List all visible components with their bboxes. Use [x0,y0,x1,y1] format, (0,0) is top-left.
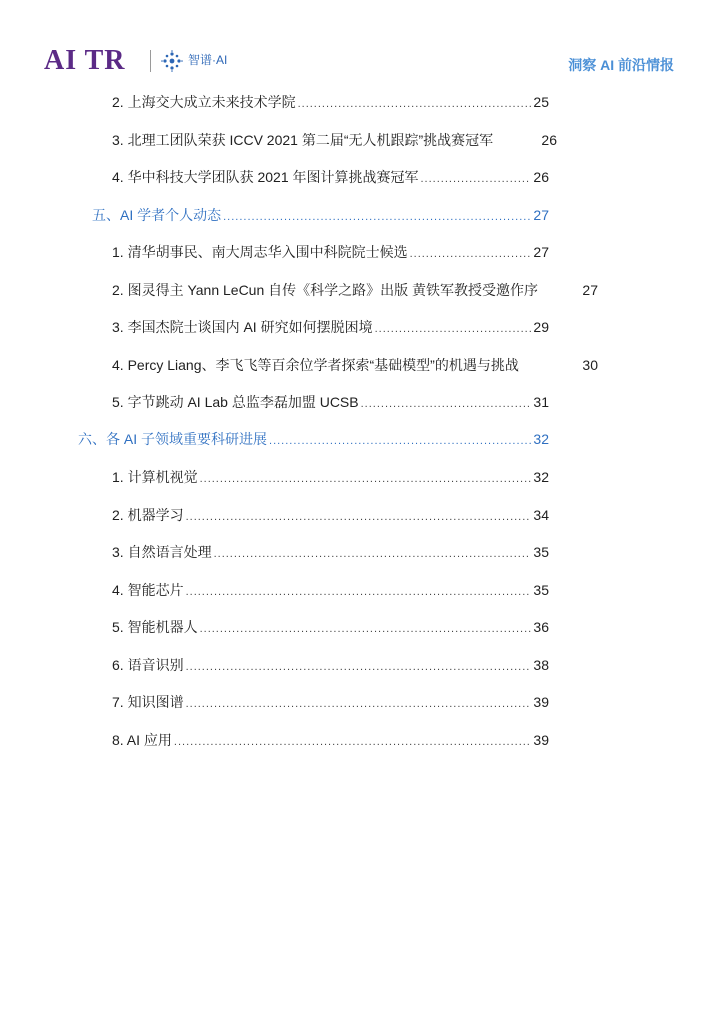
toc-item-label: 5. 智能机器人 [112,619,198,635]
toc-dot-leader [200,469,532,489]
toc-item-page: 25 [533,94,549,110]
toc-item-page: 35 [533,544,549,560]
toc-item-page: 27 [582,282,598,298]
aitr-logo: AI TR [44,45,126,76]
toc-item-label: 5. 字节跳动 AI Lab 总监李磊加盟 UCSB [112,394,359,410]
toc-item[interactable] [112,692,549,714]
toc-item-label: 1. 计算机视觉 [112,469,198,485]
toc-section-label: 六、各 AI 子领域重要科研进展 [78,431,268,447]
toc-item-label: 4. 华中科技大学团队获 2021 年图计算挑战赛冠军 [112,169,419,185]
toc-item[interactable] [112,317,549,339]
toc-item-page: 30 [582,357,598,373]
toc-item[interactable] [112,467,549,489]
toc-section-heading[interactable] [78,429,549,451]
toc-item-page: 31 [533,394,549,410]
toc-item-label: 3. 北理工团队荣获 ICCV 2021 第二届“无人机跟踪”挑战赛冠军 [112,132,494,148]
toc-dot-leader [200,619,532,639]
toc-dot-leader [410,244,532,264]
toc-dot-leader [186,507,532,527]
zhipu-logo-text: 智谱·AI [188,53,228,67]
toc-section-page: 27 [533,207,549,223]
toc-item[interactable] [112,655,549,677]
toc-item-page: 27 [533,244,549,260]
header-tagline: 洞察 AI 前沿情报 [568,57,674,73]
toc-item-label: 4. Percy Liang、李飞飞等百余位学者探索“基础模型”的机遇与挑战 [112,357,519,373]
toc-item-page: 34 [533,507,549,523]
toc-item-label: 8. AI 应用 [112,732,172,748]
toc-item-page: 26 [541,132,557,148]
toc-item-page: 38 [533,657,549,673]
toc-dot-leader [214,544,532,564]
toc-item-label: 2. 图灵得主 Yann LeCun 自传《科学之路》出版 黄铁军教授受邀作序 [112,282,539,298]
toc-item[interactable] [112,580,549,602]
toc-item-label: 2. 上海交大成立未来技术学院 [112,94,296,110]
toc-dot-leader [186,582,532,602]
toc-dot-leader [186,657,532,677]
toc-dot-leader [375,319,532,339]
toc-dot-leader [298,94,532,114]
toc-dot-leader [269,431,531,451]
toc-item[interactable] [112,392,549,414]
toc-item-label: 2. 机器学习 [112,507,184,523]
toc-dot-leader [186,694,532,714]
toc-dot-leader [223,207,531,227]
toc-item[interactable] [112,167,549,189]
toc-item-label: 4. 智能芯片 [112,582,184,598]
logo-divider [150,50,151,72]
toc-dot-leader [421,169,532,189]
toc-dot-leader [361,394,532,414]
toc-section-heading[interactable] [92,205,549,227]
page-header [0,0,724,84]
toc-item[interactable] [112,730,549,752]
toc-item[interactable] [112,280,598,300]
toc-item-page: 32 [533,469,549,485]
zhipu-dots-icon [161,50,183,72]
toc-item-page: 39 [533,732,549,748]
toc-item-page: 36 [533,619,549,635]
toc-item-page: 26 [533,169,549,185]
toc-item-label: 3. 李国杰院士谈国内 AI 研究如何摆脱困境 [112,319,373,335]
toc-item[interactable] [112,505,549,527]
toc-item-label: 7. 知识图谱 [112,694,184,710]
toc-item-page: 35 [533,582,549,598]
toc-section-page: 32 [533,431,549,447]
toc-item[interactable] [112,355,598,375]
toc-item-label: 1. 清华胡事民、南大周志华入围中科院院士候选 [112,244,408,260]
toc-item[interactable] [112,617,549,639]
toc-item[interactable] [112,242,549,264]
toc-item-page: 29 [533,319,549,335]
toc-dot-leader [174,732,532,752]
toc-item-label: 6. 语音识别 [112,657,184,673]
toc-section-label: 五、AI 学者个人动态 [92,207,222,223]
toc-item-page: 39 [533,694,549,710]
toc-item[interactable] [112,130,557,150]
toc-item-label: 3. 自然语言处理 [112,544,212,560]
toc-item[interactable] [112,542,549,564]
toc-item[interactable] [112,92,549,114]
